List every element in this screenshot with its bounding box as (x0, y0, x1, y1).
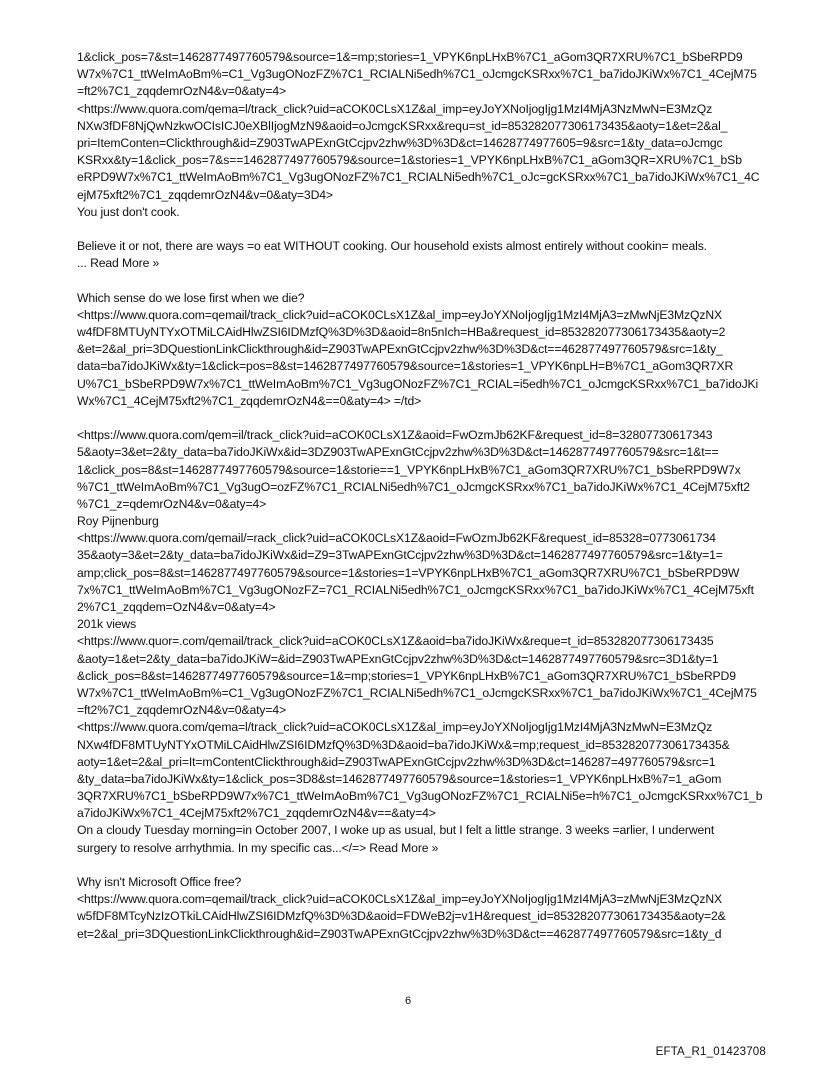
text-line: aoty=1&et=2&al_pri=It=mContentClickthrough&id=Z903TwAPExnGtCcjpv2zhw%3D%3D&ct=146287=497760579&src=1 (77, 754, 716, 769)
text-line: =ft2%7C1_zqqdemrOzN4&v=0&aty=4> (77, 703, 287, 718)
text-line: 7x%7C1_ttWeImAoBm%7C1_Vg3ugONozFZ=7C1_RCIALNi5edh%7C1_oJcmgcKSRxx%7C1_ba7idoJKiWx%7C1_4CejM75xft (77, 582, 754, 597)
text-line: <https://www.quora.com=qemail/track_click?uid=aCOK0CLsX1Z&al_imp=eyJoYXNoIjogIjg1MzI4MjA3=zMwNjE3MzQzNX (77, 307, 723, 322)
text-line: You just don't cook. (77, 204, 180, 219)
text-line: ejM75xft2%7C1_zqqdemrOzN4&v=0&aty=3D4> (77, 187, 333, 202)
text-line: surgery to resolve arrhythmia. In my specific cas...</=> Read More » (77, 840, 439, 855)
text-line: NXw3fDF8NjQwNzkwOCIsICJ0eXBlIjogMzN9&aoid=oJcmgcKSRxx&requ=st_id=853282077306173435&aoty=1&et=2&al_ (77, 118, 728, 133)
text-line: 1&click_pos=7&st=1462877497760579&source=1&=mp;stories=1_VPYK6npLHxB%7C1_aGom3QR7XRU%7C1_bSbeRPD9 (77, 50, 743, 64)
text-line: 5&aoty=3&et=2&ty_data=ba7idoJKiWx&id=3DZ903TwAPExnGtCcjpv2zhw%3D%3D&ct=1462877497760579&src=1&t== (77, 445, 719, 460)
text-line: 201k views (77, 617, 137, 632)
paragraph-gap (77, 410, 769, 427)
text-line: w5fDF8MTcyNzIzOTkiLCAidHlwZSI6IDMzfQ%3D%3D&aoid=FDWeB2j=v1H&request_id=853282077306173435&aoty=2& (77, 909, 726, 924)
text-line: &et=2&al_pri=3DQuestionLinkClickthrough&id=Z903TwAPExnGtCcjpv2zhw%3D%3D&ct==462877497760579&src=1&ty_ (77, 342, 723, 357)
text-line: NXw4fDF8MTUyNTYxOTMiLCAidHlwZSI6IDMzfQ%3D%3D&aoid=ba7idoJKiWx&=mp;request_id=853282077306173435& (77, 737, 730, 752)
paragraph-gap (77, 221, 769, 238)
text-line: w4fDF8MTUyNTYxOTMiLCAidHlwZSI6IDMzfQ%3D%3D&aoid=8n5nIch=HBa&request_id=853282077306173435&aoty=2 (77, 325, 726, 339)
text-line: 1&click_pos=8&st=1462877497760579&source=1&storie==1_VPYK6npLHxB%7C1_aGom3QR7XRU%7C1_bSbeRPD9W7x (77, 462, 741, 477)
text-line: <https://www.quora.com/qema=l/track_click?uid=aCOK0CLsX1Z&al_imp=eyJoYXNoIjogIjg1MzI4MjA3NzMwN=E3MzQz (77, 101, 713, 116)
paragraph-gap (77, 857, 769, 874)
text-line: Why isn't Microsoft Office free? (77, 875, 242, 889)
text-line: Roy Pijnenburg (77, 514, 159, 529)
text-line: Which sense do we lose first when we die? (77, 290, 305, 305)
document-id-stamp: EFTA_R1_01423708 (655, 1046, 766, 1058)
text-block (77, 238, 769, 272)
text-line: pri=ItemConten=Clickthrough&id=Z903TwAPExnGtCcjpv2zhw%3D%3D&ct=14628774977605=9&src=1&ty_data=oJcmgc (77, 135, 723, 150)
text-line: ... Read More » (77, 256, 160, 271)
text-line: Believe it or not, there are ways =o eat WITHOUT cooking. Our household exists almost entirely without cookin= meals. (77, 239, 707, 254)
text-line: On a cloudy Tuesday morning=in October 2007, I woke up as usual, but I felt a little strange. 3 weeks =arlier, I underwent (77, 823, 715, 838)
text-line: %7C1_z=qdemrOzN4&v=0&aty=4> (77, 496, 267, 511)
text-line: &ty_data=ba7idoJKiWx&ty=1&click_pos=3D8&st=1462877497760579&source=1&stories=1_VPYK6npLHxB%7=1_aGom (77, 771, 722, 786)
text-line: a7idoJKiWx%7C1_4CejM75xft2%7C1_zqqdemrOzN4&v==&aty=4> (77, 806, 436, 821)
text-line: data=ba7idoJKiWx&ty=1&click=pos=8&st=1462877497760579&source=1&stories=1_VPYK6npLH=B%7C1_aGom3QR7XR (77, 359, 734, 374)
text-line: &aoty=1&et=2&ty_data=ba7idoJKiW=&id=Z903TwAPExnGtCcjpv2zhw%3D%3D&ct=1462877497760579&src=3D1&ty=1 (77, 651, 719, 666)
text-line: KSRxx&ty=1&click_pos=7&s==1462877497760579&source=1&stories=1_VPYK6npLHxB%7C1_aGom3QR=XRU%7C1_bSb (77, 153, 742, 168)
text-line: <https://www.quora.com/qemail/=rack_click?uid=aCOK0CLsX1Z&aoid=FwOzmJb62KF&request_id=85328=0773061734 (77, 531, 716, 546)
text-line: U%7C1_bSbeRPD9W7x%7C1_ttWeImAoBm%7C1_Vg3ugONozFZ%7C1_RCIAL=i5edh%7C1_oJcmgcKSRxx%7C1_ba7idoJKi (77, 376, 759, 391)
text-block (77, 49, 769, 221)
text-line: 3QR7XRU%7C1_bSbeRPD9W7x%7C1_ttWeImAoBm%7C1_Vg3ugONozFZ%7C1_RCIALNi5e=h%7C1_oJcmgcKSRxx%7C1_b (77, 789, 763, 804)
text-line: Wx%7C1_4CejM75xft2%7C1_zqqdemrOzN4&==0&aty=4> =/td> (77, 393, 422, 408)
text-line: eRPD9W7x%7C1_ttWeImAoBm%7C1_Vg3ugONozFZ%7C1_RCIALNi5edh%7C1_oJc=gcKSRxx%7C1_ba7idoJKiWx%7C1_4C (77, 170, 760, 185)
text-line: %7C1_ttWeImAoBm%7C1_Vg3ugO=ozFZ%7C1_RCIALNi5edh%7C1_oJcmgcKSRxx%7C1_ba7idoJKiWx%7C1_4CejM75xft2 (77, 479, 750, 494)
text-line: et=2&al_pri=3DQuestionLinkClickthrough&id=Z903TwAPExnGtCcjpv2zhw%3D%3D&ct==462877497760579&src=1&ty_d (77, 926, 722, 941)
text-line: <https://www.quora.com/qem=il/track_click?uid=aCOK0CLsX1Z&aoid=FwOzmJb62KF&request_id=8=328077306173​43 (77, 428, 713, 443)
text-line: <https://www.quora.com/qema=l/track_click?uid=aCOK0CLsX1Z&al_imp=eyJoYXNoIjogIjg1MzI4MjA3NzMwN=E3MzQz (77, 720, 713, 735)
text-line: amp;click_pos=8&st=1462877497760579&source=1&stories=1=VPYK6npLHxB%7C1_aGom3QR7XRU%7C1_bSbeRPD9W (77, 565, 740, 580)
text-line: &click_pos=8&st=1462877497760579&source=1&=mp;stories=1_VPYK6npLHxB%7C1_aGom3QR7XRU%7C1_bSbeRPD9 (77, 668, 736, 683)
text-block (77, 874, 769, 943)
text-line: 2%7C1_zqqdem=OzN4&v=0&aty=4> (77, 600, 276, 614)
page-number: 6 (404, 995, 412, 1007)
text-line: W7x%7C1_ttWeImAoBm%=C1_Vg3ugONozFZ%7C1_RCIALNi5edh%7C1_oJcmgcKSRxx%7C1_ba7idoJKiWx%7C1_4CejM75 (77, 67, 757, 82)
text-line: =ft2%7C1_zqqdemrOzN4&v=0&aty=4> (77, 84, 287, 99)
text-line: <https://www.quora.com=qemail/track_click?uid=aCOK0CLsX1Z&al_imp=eyJoYXNoIjogIjg1MzI4MjA3=zMwNjE3MzQzNX (77, 892, 723, 907)
text-line: 35&aoty=3&et=2&ty_data=ba7idoJKiWx&id=Z9=3TwAPExnGtCcjpv2zhw%3D%3D&ct=1462877497760579&src=1&ty=1= (77, 548, 723, 563)
text-line: W7x%7C1_ttWeImAoBm%=C1_Vg3ugONozFZ%7C1_RCIALNi5edh%7C1_oJcmgcKSRxx%7C1_ba7idoJKiWx%7C1_4CejM75 (77, 685, 757, 700)
text-block (77, 427, 769, 857)
text-line: <https://www.quor=.com/qemail/track_click?uid=aCOK0CLsX1Z&aoid=ba7idoJKiWx&reque=t_id=853282077306173435 (77, 634, 714, 649)
paragraph-gap (77, 272, 769, 289)
email-text-body (77, 49, 769, 943)
text-block (77, 290, 769, 410)
